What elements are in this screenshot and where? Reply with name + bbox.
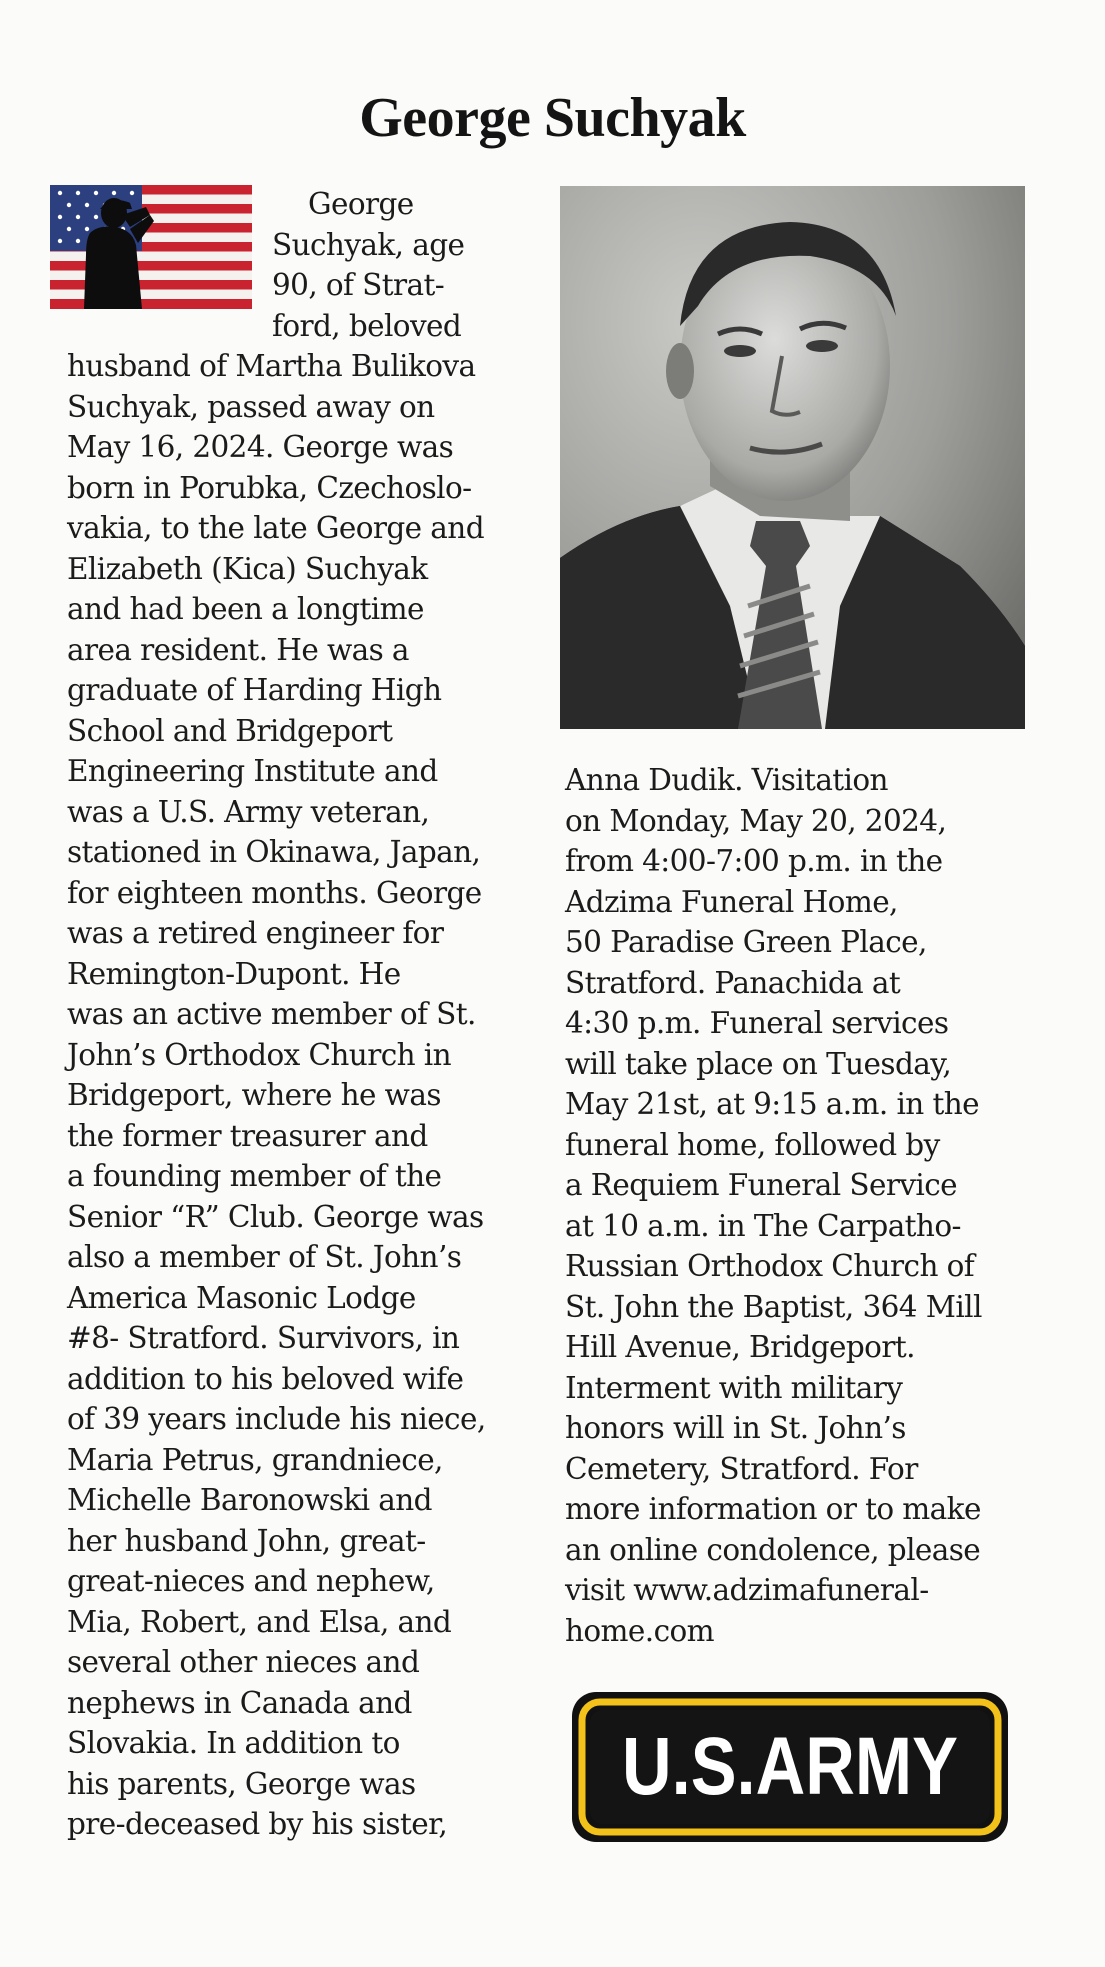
- text-line: will take place on Tuesday,: [565, 1046, 952, 1081]
- text-line: of 39 years include his niece,: [67, 1402, 486, 1436]
- text-line: from 4:00-7:00 p.m. in the: [565, 844, 943, 878]
- text-line: and had been a longtime: [67, 592, 424, 626]
- text-line: nephews in Canada and: [67, 1685, 412, 1720]
- text-line: Anna Dudik. Visitation: [565, 763, 888, 797]
- us-army-logo: [570, 1690, 1010, 1844]
- text-line: vakia, to the late George and: [67, 511, 484, 545]
- text-line: the former treasurer and: [67, 1118, 428, 1153]
- text-line: several other nieces and: [67, 1645, 420, 1679]
- text-line: Interment with military: [565, 1370, 903, 1405]
- text-line: School and Bridgeport: [67, 713, 393, 748]
- text-line: her husband John, great-: [67, 1523, 426, 1558]
- text-line: Suchyak, passed away on: [67, 389, 435, 424]
- text-line: also a member of St. John’s: [67, 1240, 462, 1274]
- text-line: a Requiem Funeral Service: [565, 1168, 958, 1202]
- text-line: #8- Stratford. Survivors, in: [67, 1321, 460, 1355]
- text-line: John’s Orthodox Church in: [67, 1037, 452, 1072]
- text-line: Stratford. Panachida at: [565, 965, 901, 1000]
- army-logo-text: U.S.ARMY: [622, 1721, 958, 1812]
- text-line: graduate of Harding High: [67, 673, 442, 707]
- text-line: funeral home, followed by: [565, 1127, 940, 1162]
- text-line: was an active member of St.: [67, 997, 476, 1031]
- text-line: Senior “R” Club. George was: [67, 1199, 484, 1234]
- text-line: Slovakia. In addition to: [67, 1726, 400, 1760]
- text-line: honors will in St. John’s: [565, 1411, 906, 1445]
- text-line: Hill Avenue, Bridgeport.: [565, 1330, 915, 1364]
- text-line: born in Porubka, Czechoslo-: [67, 470, 472, 505]
- text-line: an online condolence, please: [565, 1532, 981, 1567]
- obituary-left-column: [67, 346, 486, 1845]
- obituary-title: George Suchyak: [359, 87, 746, 149]
- text-line: 90, of Strat-: [272, 268, 445, 302]
- text-line: Suchyak, age: [272, 227, 465, 262]
- text-line: at 10 a.m. in The Carpatho-: [565, 1208, 961, 1243]
- text-line: his parents, George was: [67, 1766, 416, 1801]
- text-line: May 21st, at 9:15 a.m. in the: [565, 1087, 979, 1121]
- obituary-opening-lines: [272, 184, 464, 346]
- portrait-icon: [560, 186, 1025, 729]
- text-line: ford, beloved: [272, 308, 462, 343]
- text-line: was a retired engineer for: [67, 916, 444, 950]
- text-line: St. John the Baptist, 364 Mill: [565, 1289, 982, 1324]
- text-line: more information or to make: [565, 1492, 981, 1526]
- text-line: for eighteen months. George: [67, 875, 482, 910]
- text-line: Michelle Baronowski and: [67, 1483, 432, 1517]
- text-line: pre-deceased by his sister,: [67, 1807, 448, 1841]
- text-line: Remington-Dupont. He: [67, 956, 401, 991]
- text-line: a founding member of the: [67, 1159, 442, 1193]
- text-line: George: [308, 187, 414, 221]
- text-line: on Monday, May 20, 2024,: [565, 803, 947, 838]
- text-line: husband of Martha Bulikova: [67, 349, 476, 383]
- text-line: Mia, Robert, and Elsa, and: [67, 1604, 452, 1639]
- text-line: 50 Paradise Green Place,: [565, 925, 927, 959]
- text-line: Adzima Funeral Home,: [565, 884, 898, 919]
- text-line: 4:30 p.m. Funeral services: [565, 1006, 949, 1040]
- text-line: Maria Petrus, grandniece,: [67, 1442, 443, 1477]
- flag-icon: [50, 185, 252, 309]
- text-line: Bridgeport, where he was: [67, 1078, 441, 1112]
- text-line: May 16, 2024. George was: [67, 430, 454, 464]
- text-line: area resident. He was a: [67, 632, 409, 667]
- text-line: Russian Orthodox Church of: [565, 1249, 975, 1283]
- text-line: Cemetery, Stratford. For: [565, 1451, 918, 1486]
- text-line: was a U.S. Army veteran,: [67, 794, 430, 829]
- text-line: addition to his beloved wife: [67, 1361, 464, 1396]
- text-line: home.com: [565, 1613, 715, 1648]
- text-line: visit www.adzimafuneral-: [565, 1573, 929, 1607]
- text-line: America Masonic Lodge: [67, 1280, 416, 1315]
- portrait-photo: [560, 186, 1025, 729]
- text-line: Elizabeth (Kica) Suchyak: [67, 551, 428, 586]
- text-line: great-nieces and nephew,: [67, 1564, 435, 1598]
- text-line: stationed in Okinawa, Japan,: [67, 835, 481, 869]
- text-line: Engineering Institute and: [67, 754, 438, 788]
- obituary-right-column: [565, 760, 982, 1651]
